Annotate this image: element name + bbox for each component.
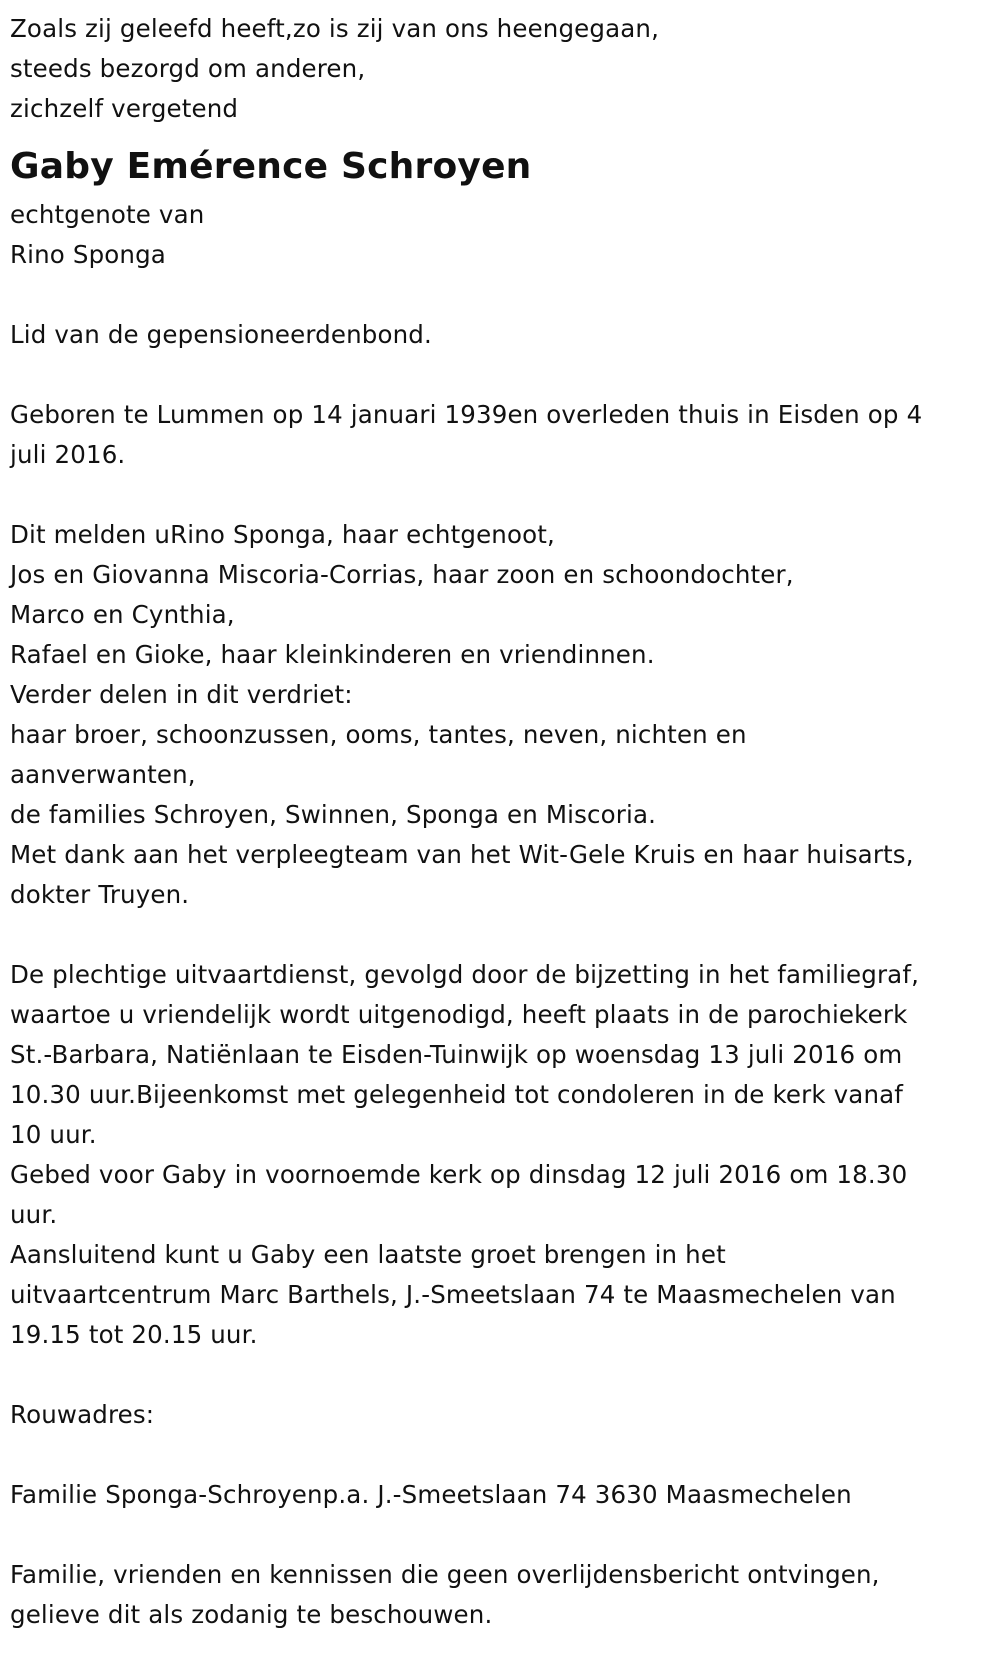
spacer <box>10 475 990 515</box>
funeral-line: 10 uur. <box>10 1120 97 1149</box>
birth-death-line: Geboren te Lummen op 14 januari 1939en overleden thuis in Eisden op 4 <box>10 400 923 429</box>
family-line: Met dank aan het verpleegteam van het Wit-Gele Kruis en haar huisarts, <box>10 840 914 869</box>
closing-block <box>10 1555 990 1635</box>
funeral-line: 10.30 uur.Bijeenkomst met gelegenheid tot condoleren in de kerk vanaf <box>10 1080 904 1109</box>
funeral-line: Gebed voor Gaby in voornoemde kerk op dinsdag 12 juli 2016 om 18.30 <box>10 1160 908 1189</box>
closing-line: gelieve dit als zodanig te beschouwen. <box>10 1600 493 1629</box>
funeral-line: St.-Barbara, Natiënlaan te Eisden-Tuinwijk op woensdag 13 juli 2016 om <box>10 1040 903 1069</box>
funeral-line: uitvaartcentrum Marc Barthels, J.-Smeetslaan 74 te Maasmechelen van <box>10 1280 896 1309</box>
birth-death-line: juli 2016. <box>10 440 126 469</box>
spouse-block <box>10 195 990 275</box>
family-line: Marco en Cynthia, <box>10 600 235 629</box>
family-line: aanverwanten, <box>10 760 196 789</box>
funeral-line: uur. <box>10 1200 58 1229</box>
closing-line: Familie, vrienden en kennissen die geen overlijdensbericht ontvingen, <box>10 1560 880 1589</box>
funeral-line: Aansluitend kunt u Gaby een laatste groet brengen in het <box>10 1240 726 1269</box>
poem-line: Zoals zij geleefd heeft,zo is zij van ons heengegaan, <box>10 14 660 43</box>
spacer <box>10 915 990 955</box>
family-line: haar broer, schoonzussen, ooms, tantes, neven, nichten en <box>10 720 747 749</box>
funeral-line: 19.15 tot 20.15 uur. <box>10 1320 258 1349</box>
funeral-line: De plechtige uitvaartdienst, gevolgd door de bijzetting in het familiegraf, <box>10 960 920 989</box>
family-line: Rafael en Gioke, haar kleinkinderen en vriendinnen. <box>10 640 655 669</box>
poem-line: zichzelf vergetend <box>10 94 239 123</box>
family-line: Verder delen in dit verdriet: <box>10 680 353 709</box>
spouse-line: Rino Sponga <box>10 240 166 269</box>
family-block <box>10 515 990 915</box>
deceased-name: Gaby Emérence Schroyen <box>10 146 532 187</box>
membership-text: Lid van de gepensioneerdenbond. <box>10 320 432 349</box>
spacer <box>10 355 990 395</box>
poem <box>10 9 990 129</box>
funeral-block <box>10 955 990 1355</box>
poem-line: steeds bezorgd om anderen, <box>10 54 366 83</box>
spacer <box>10 275 990 315</box>
family-line: Jos en Giovanna Miscoria-Corrias, haar zoon en schoondochter, <box>10 560 794 589</box>
family-line: de families Schroyen, Swinnen, Sponga en Miscoria. <box>10 800 657 829</box>
spouse-line: echtgenote van <box>10 200 205 229</box>
spacer <box>10 1355 990 1395</box>
mourning-address-label: Rouwadres: <box>10 1400 155 1429</box>
spacer <box>10 1435 990 1475</box>
mourning-address: Familie Sponga-Schroyenp.a. J.-Smeetslaan 74 3630 Maasmechelen <box>10 1480 852 1509</box>
family-line: Dit melden uRino Sponga, haar echtgenoot, <box>10 520 555 549</box>
funeral-line: waartoe u vriendelijk wordt uitgenodigd, heeft plaats in de parochiekerk <box>10 1000 908 1029</box>
spacer <box>10 1515 990 1555</box>
family-line: dokter Truyen. <box>10 880 190 909</box>
birth-death-block <box>10 395 990 475</box>
